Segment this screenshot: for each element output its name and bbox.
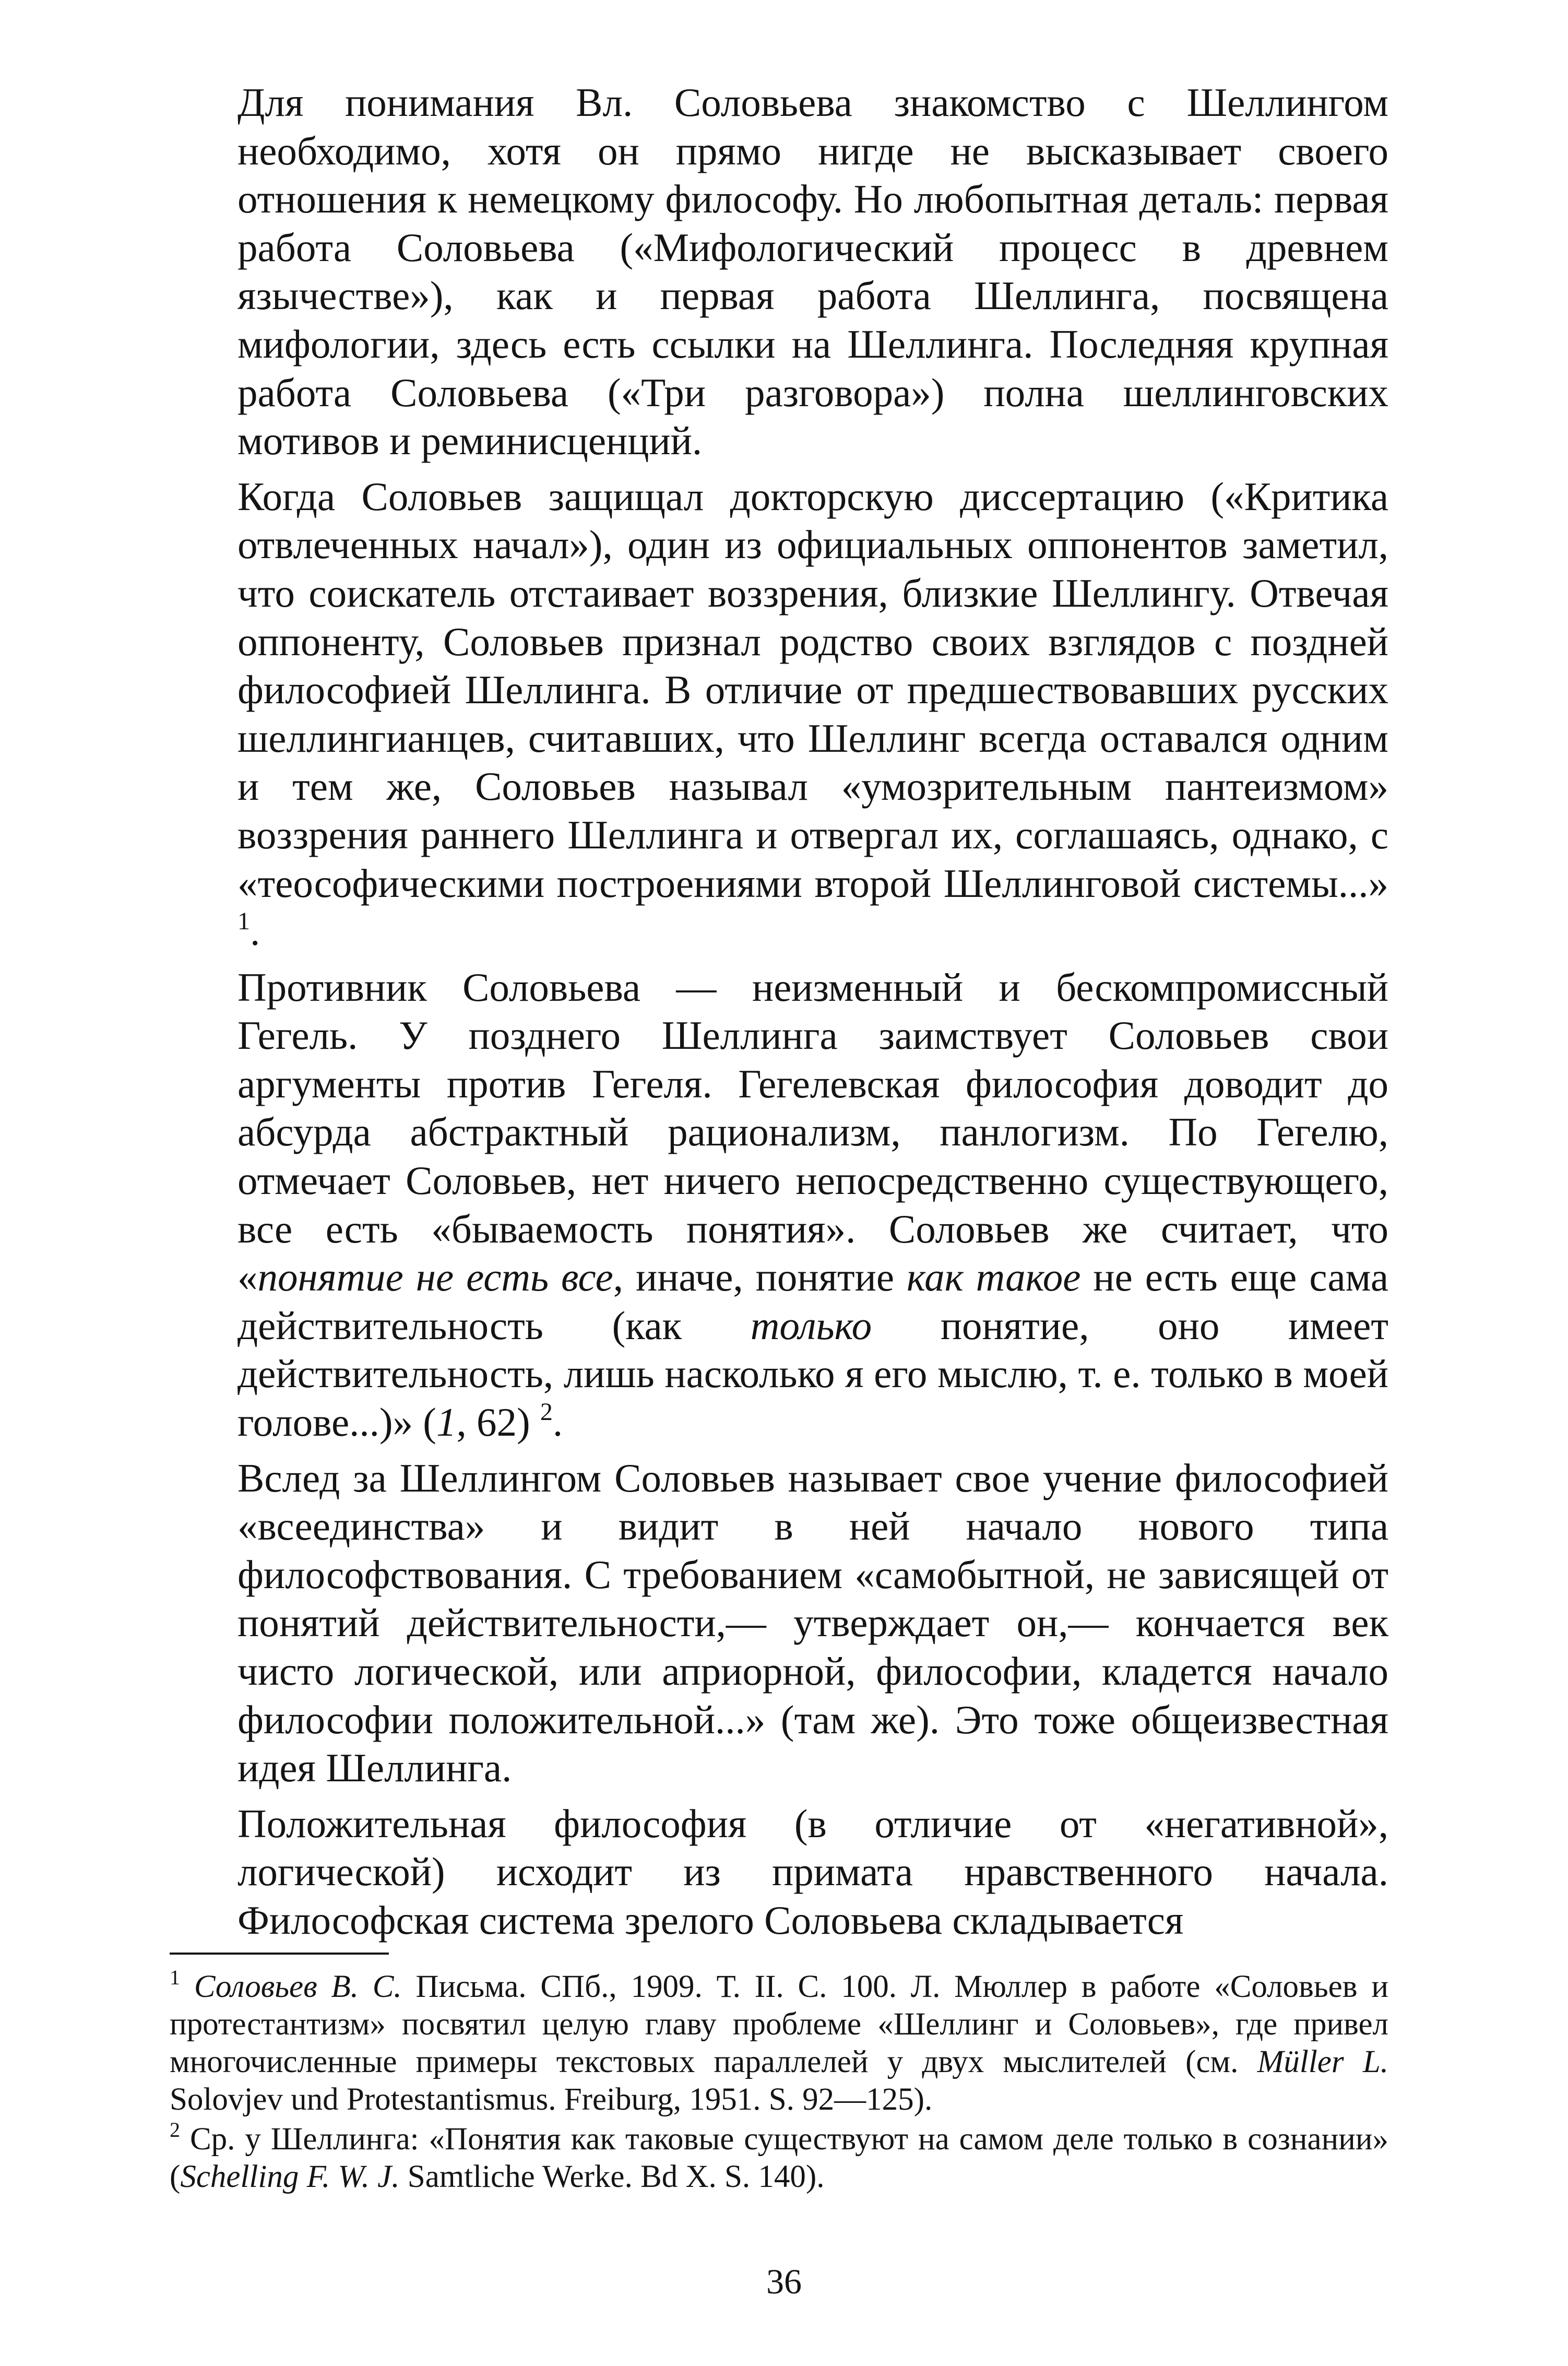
paragraph-text: Положительная философия (в отличие от «негативной», логической) исходит из примата нравственного начала. Философская система зрелого Соловьева складывается xyxy=(237,1801,1388,1943)
paragraph-text: , иначе, понятие xyxy=(613,1255,907,1300)
main-text xyxy=(237,78,1388,1945)
paragraph-text: не есть еще сама действительность (как xyxy=(237,1255,1388,1348)
punctuation: . xyxy=(552,1400,563,1445)
cited-author: Müller L. xyxy=(1257,2044,1388,2079)
paragraph xyxy=(237,472,1388,956)
paragraph-text: понятие, оно имеет действительность, лишь насколько я его мыслю, т. е. только в моей голове...)» ( xyxy=(237,1303,1388,1445)
footnote-ref[interactable]: 1 xyxy=(237,907,250,936)
page-number: 36 xyxy=(766,2262,802,2301)
footnote-divider xyxy=(170,1953,389,1955)
paragraph-text: Вслед за Шеллингом Соловьев называет свое учение философией «всеединства» и видит в ней начало нового типа философствования. С требованием «самобытной, не зависящей от понятий действительности,— утверждает он,— кончается век чисто логической, или априорной, философии, кладется начало философии положительной...» (там же). Это тоже общеизвестная идея Шеллинга. xyxy=(237,1455,1388,1791)
paragraph-text: Когда Соловьев защищал докторскую диссертацию («Критика отвлеченных начал»), один из официальных оппонентов заметил, что соискатель отстаивает воззрения, близкие Шеллингу. Отвечая оппоненту, Соловьев признал родство своих взглядов с поздней философией Шеллинга. В отличие от предшествовавших русских шеллингианцев, считавших, что Шеллинг всегда оставался одним и тем же, Соловьев называл «умозрительным пантеизмом» воззрения раннего Шеллинга и отвергал их, соглашаясь, однако, с «теософическими построениями второй Шеллинговой системы...» xyxy=(237,474,1388,906)
footnote-mark: 2 xyxy=(170,2118,180,2142)
emphasis-text: только xyxy=(750,1303,872,1348)
footnote-mark: 1 xyxy=(170,1966,180,1989)
volume-reference: 1 xyxy=(436,1400,457,1445)
paragraph xyxy=(237,963,1388,1447)
paragraph-text: , 62) xyxy=(456,1400,530,1445)
paragraph-text: Противник Соловьева — неизменный и бескомпромиссный Гегель. У позднего Шеллинга заимствует Соловьев свои аргументы против Гегеля. Гегелевская философия доводит до абсурда абстрактный рационализм, панлогизм. По Гегелю, отмечает Соловьев, нет ничего непосредственно существующего, все есть «бываемость понятия». Соловьев же считает, что « xyxy=(237,964,1388,1300)
cited-author: Соловьев В. С. xyxy=(194,1969,402,2004)
footnote-text: Ср. у Шеллинга: «Понятия как таковые существуют на самом деле только в сознании» ( xyxy=(170,2122,1388,2194)
emphasis-text: как такое xyxy=(906,1255,1081,1300)
paragraph xyxy=(237,1454,1388,1792)
footnote-text: Samtliche Werke. Bd X. S. 140). xyxy=(399,2159,825,2194)
footnote-text: Письма. СПб., 1909. Т. II. С. 100. Л. Мюллер в работе «Соловьев и протестантизм» посвятил целую главу проблеме «Шеллинг и Соловьев», где привел многочисленные примеры текстовых параллелей у двух мыслителей (см. xyxy=(170,1969,1389,2079)
footnote xyxy=(170,1968,1388,2119)
footnotes xyxy=(170,1968,1388,2196)
emphasis-text: понятие не есть все xyxy=(257,1255,613,1300)
paragraph xyxy=(237,1800,1388,1945)
paragraph-text: Для понимания Вл. Соловьева знакомство с Шеллингом необходимо, хотя он прямо нигде не высказывает своего отношения к немецкому философу. Но любопытная деталь: первая работа Соловьева («Мифологический процесс в древнем язычестве»), как и первая работа Шеллинга, посвящена мифологии, здесь есть ссылки на Шеллинга. Последняя крупная работа Соловьева («Три разговора») полна шеллинговских мотивов и реминисценций. xyxy=(237,80,1388,464)
cited-author: Schelling F. W. J. xyxy=(180,2159,400,2194)
footnote xyxy=(170,2118,1388,2196)
paragraph xyxy=(237,78,1388,465)
punctuation: . xyxy=(250,909,260,954)
footnote-ref[interactable]: 2 xyxy=(540,1398,553,1426)
footnote-text: Solovjev und Protestantismus. Freiburg, 1951. S. 92—125). xyxy=(170,2082,933,2117)
